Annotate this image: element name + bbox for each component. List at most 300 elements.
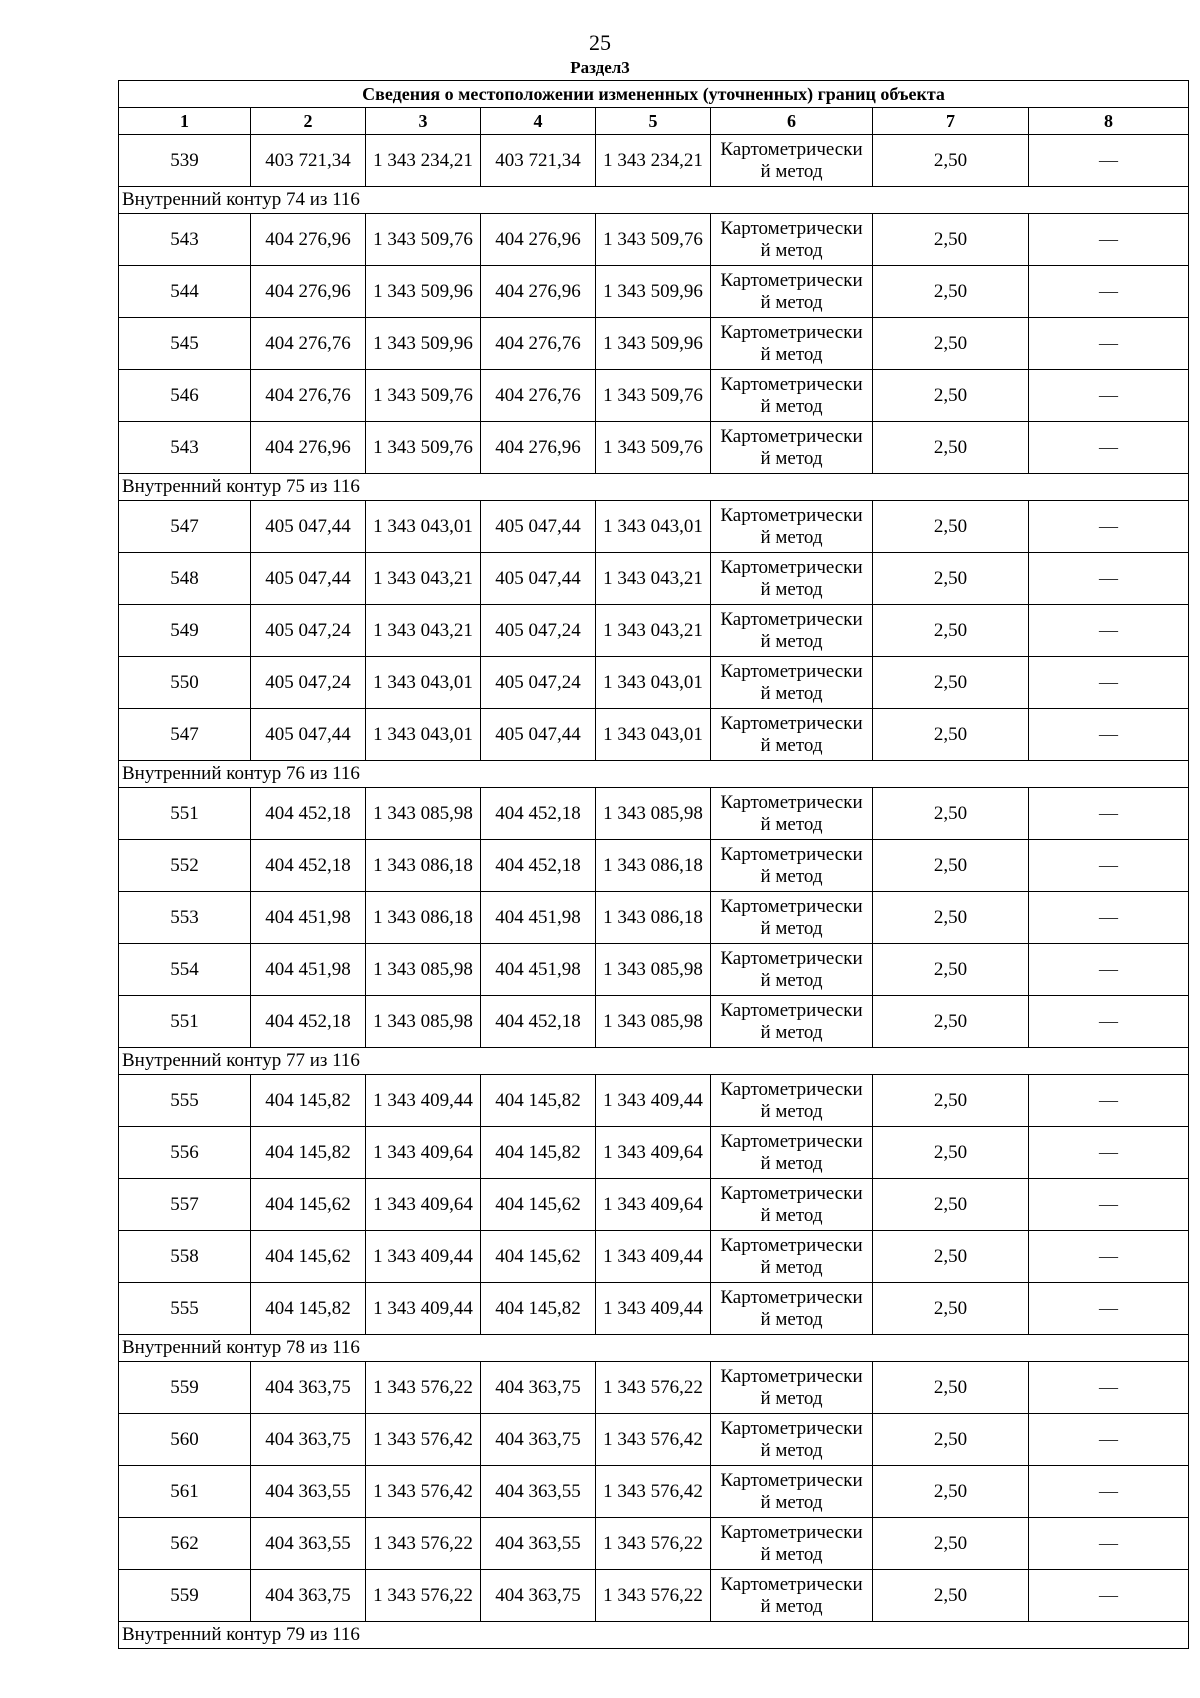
dash-cell: — (1029, 840, 1189, 892)
y-new-cell: 1 343 509,76 (596, 214, 711, 266)
precision-cell: 2,50 (873, 709, 1029, 761)
dash-cell: — (1029, 944, 1189, 996)
y-new-cell: 1 343 576,42 (596, 1414, 711, 1466)
dash-cell: — (1029, 1179, 1189, 1231)
precision-cell: 2,50 (873, 1362, 1029, 1414)
method-line-2: й метод (760, 239, 823, 261)
method-line-1: Картометрически (720, 1078, 863, 1100)
table-row (119, 266, 1189, 318)
x-existing-cell: 405 047,44 (251, 501, 366, 553)
contour-row (119, 187, 1189, 214)
point-number-cell: 559 (119, 1362, 251, 1414)
method-line-1: Картометрически (720, 138, 863, 160)
point-number-cell: 550 (119, 657, 251, 709)
method-cell (711, 605, 873, 657)
method-cell (711, 318, 873, 370)
contour-label: Внутренний контур 75 из 116 (119, 474, 1189, 501)
x-existing-cell: 404 276,76 (251, 318, 366, 370)
y-new-cell: 1 343 576,22 (596, 1570, 711, 1622)
y-existing-cell: 1 343 409,64 (366, 1127, 481, 1179)
precision-cell: 2,50 (873, 1518, 1029, 1570)
table-row (119, 318, 1189, 370)
x-new-cell: 404 276,96 (481, 214, 596, 266)
x-existing-cell: 404 452,18 (251, 840, 366, 892)
method-line-2: й метод (760, 343, 823, 365)
x-existing-cell: 404 145,82 (251, 1127, 366, 1179)
x-new-cell: 404 276,76 (481, 370, 596, 422)
y-new-cell: 1 343 043,21 (596, 553, 711, 605)
y-existing-cell: 1 343 085,98 (366, 944, 481, 996)
precision-cell: 2,50 (873, 657, 1029, 709)
method-line-1: Картометрически (720, 556, 863, 578)
x-new-cell: 404 363,75 (481, 1414, 596, 1466)
table-row (119, 944, 1189, 996)
method-line-2: й метод (760, 447, 823, 469)
x-new-cell: 403 721,34 (481, 135, 596, 187)
y-new-cell: 1 343 409,64 (596, 1127, 711, 1179)
y-new-cell: 1 343 509,76 (596, 370, 711, 422)
dash-cell: — (1029, 892, 1189, 944)
table-row (119, 1127, 1189, 1179)
method-line-1: Картометрически (720, 712, 863, 734)
y-new-cell: 1 343 509,96 (596, 318, 711, 370)
method-line-2: й метод (760, 1387, 823, 1409)
method-cell (711, 892, 873, 944)
y-existing-cell: 1 343 509,96 (366, 318, 481, 370)
contour-label: Внутренний контур 78 из 116 (119, 1335, 1189, 1362)
x-new-cell: 404 145,82 (481, 1283, 596, 1335)
x-new-cell: 404 363,75 (481, 1570, 596, 1622)
precision-cell: 2,50 (873, 605, 1029, 657)
method-line-2: й метод (760, 865, 823, 887)
method-line-1: Картометрически (720, 1182, 863, 1204)
x-existing-cell: 404 363,75 (251, 1414, 366, 1466)
contour-label: Внутренний контур 79 из 116 (119, 1622, 1189, 1649)
precision-cell: 2,50 (873, 1570, 1029, 1622)
column-header: 8 (1029, 108, 1189, 135)
method-line-1: Картометрически (720, 999, 863, 1021)
dash-cell: — (1029, 553, 1189, 605)
x-new-cell: 404 452,18 (481, 788, 596, 840)
precision-cell: 2,50 (873, 422, 1029, 474)
y-existing-cell: 1 343 043,01 (366, 657, 481, 709)
x-new-cell: 404 452,18 (481, 996, 596, 1048)
precision-cell: 2,50 (873, 1283, 1029, 1335)
method-cell (711, 1414, 873, 1466)
point-number-cell: 547 (119, 501, 251, 553)
method-line-2: й метод (760, 630, 823, 652)
x-existing-cell: 404 145,62 (251, 1231, 366, 1283)
method-cell (711, 422, 873, 474)
y-existing-cell: 1 343 576,22 (366, 1362, 481, 1414)
column-header-row (119, 108, 1189, 135)
table-row (119, 605, 1189, 657)
point-number-cell: 551 (119, 788, 251, 840)
precision-cell: 2,50 (873, 135, 1029, 187)
dash-cell: — (1029, 709, 1189, 761)
x-existing-cell: 404 363,55 (251, 1466, 366, 1518)
x-existing-cell: 404 145,62 (251, 1179, 366, 1231)
method-line-1: Картометрически (720, 791, 863, 813)
dash-cell: — (1029, 1466, 1189, 1518)
table-row (119, 840, 1189, 892)
method-line-1: Картометрически (720, 1521, 863, 1543)
x-new-cell: 404 363,55 (481, 1466, 596, 1518)
x-new-cell: 404 452,18 (481, 840, 596, 892)
column-header: 7 (873, 108, 1029, 135)
y-new-cell: 1 343 576,42 (596, 1466, 711, 1518)
y-existing-cell: 1 343 409,64 (366, 1179, 481, 1231)
method-cell (711, 501, 873, 553)
method-cell (711, 266, 873, 318)
method-line-1: Картометрически (720, 1573, 863, 1595)
method-line-1: Картометрически (720, 504, 863, 526)
y-existing-cell: 1 343 043,21 (366, 605, 481, 657)
method-line-1: Картометрически (720, 269, 863, 291)
method-cell (711, 1127, 873, 1179)
dash-cell: — (1029, 1075, 1189, 1127)
x-new-cell: 404 363,75 (481, 1362, 596, 1414)
y-existing-cell: 1 343 509,76 (366, 370, 481, 422)
table-row (119, 1283, 1189, 1335)
table-row (119, 422, 1189, 474)
x-existing-cell: 405 047,24 (251, 657, 366, 709)
precision-cell: 2,50 (873, 944, 1029, 996)
x-new-cell: 404 451,98 (481, 944, 596, 996)
dash-cell: — (1029, 318, 1189, 370)
precision-cell: 2,50 (873, 1127, 1029, 1179)
method-line-2: й метод (760, 291, 823, 313)
point-number-cell: 557 (119, 1179, 251, 1231)
y-existing-cell: 1 343 086,18 (366, 892, 481, 944)
precision-cell: 2,50 (873, 1231, 1029, 1283)
method-cell (711, 840, 873, 892)
dash-cell: — (1029, 135, 1189, 187)
x-new-cell: 404 145,82 (481, 1075, 596, 1127)
y-new-cell: 1 343 509,76 (596, 422, 711, 474)
point-number-cell: 549 (119, 605, 251, 657)
method-line-1: Картометрически (720, 1130, 863, 1152)
method-cell (711, 1231, 873, 1283)
contour-row (119, 1335, 1189, 1362)
point-number-cell: 544 (119, 266, 251, 318)
table-row (119, 788, 1189, 840)
method-line-2: й метод (760, 1543, 823, 1565)
y-existing-cell: 1 343 576,22 (366, 1518, 481, 1570)
method-line-2: й метод (760, 1491, 823, 1513)
point-number-cell: 562 (119, 1518, 251, 1570)
dash-cell: — (1029, 370, 1189, 422)
y-existing-cell: 1 343 043,01 (366, 501, 481, 553)
table-row (119, 1466, 1189, 1518)
x-existing-cell: 404 452,18 (251, 788, 366, 840)
precision-cell: 2,50 (873, 318, 1029, 370)
x-new-cell: 404 451,98 (481, 892, 596, 944)
point-number-cell: 560 (119, 1414, 251, 1466)
method-line-2: й метод (760, 526, 823, 548)
point-number-cell: 554 (119, 944, 251, 996)
method-cell (711, 370, 873, 422)
y-new-cell: 1 343 409,44 (596, 1075, 711, 1127)
dash-cell: — (1029, 1414, 1189, 1466)
method-line-2: й метод (760, 1308, 823, 1330)
table-row (119, 1414, 1189, 1466)
x-new-cell: 405 047,44 (481, 709, 596, 761)
precision-cell: 2,50 (873, 214, 1029, 266)
x-new-cell: 404 363,55 (481, 1518, 596, 1570)
x-new-cell: 404 276,76 (481, 318, 596, 370)
point-number-cell: 559 (119, 1570, 251, 1622)
dash-cell: — (1029, 1570, 1189, 1622)
dash-cell: — (1029, 1518, 1189, 1570)
column-header: 5 (596, 108, 711, 135)
dash-cell: — (1029, 1283, 1189, 1335)
method-line-2: й метод (760, 1152, 823, 1174)
table-row (119, 709, 1189, 761)
table-title-row (119, 81, 1189, 108)
x-existing-cell: 405 047,44 (251, 709, 366, 761)
column-header: 4 (481, 108, 596, 135)
method-line-2: й метод (760, 813, 823, 835)
method-line-1: Картометрически (720, 1286, 863, 1308)
method-cell (711, 214, 873, 266)
method-line-1: Картометрически (720, 660, 863, 682)
point-number-cell: 558 (119, 1231, 251, 1283)
method-line-2: й метод (760, 917, 823, 939)
x-new-cell: 404 276,96 (481, 266, 596, 318)
x-existing-cell: 405 047,24 (251, 605, 366, 657)
point-number-cell: 545 (119, 318, 251, 370)
method-line-1: Картометрически (720, 373, 863, 395)
point-number-cell: 548 (119, 553, 251, 605)
method-line-2: й метод (760, 682, 823, 704)
table-row (119, 1362, 1189, 1414)
y-existing-cell: 1 343 234,21 (366, 135, 481, 187)
column-header: 3 (366, 108, 481, 135)
x-new-cell: 404 145,62 (481, 1231, 596, 1283)
point-number-cell: 547 (119, 709, 251, 761)
x-existing-cell: 405 047,44 (251, 553, 366, 605)
contour-row (119, 1622, 1189, 1649)
method-line-2: й метод (760, 160, 823, 182)
x-existing-cell: 404 276,96 (251, 214, 366, 266)
y-existing-cell: 1 343 085,98 (366, 788, 481, 840)
y-new-cell: 1 343 085,98 (596, 788, 711, 840)
y-new-cell: 1 343 409,64 (596, 1179, 711, 1231)
y-existing-cell: 1 343 086,18 (366, 840, 481, 892)
y-existing-cell: 1 343 576,42 (366, 1466, 481, 1518)
method-cell (711, 135, 873, 187)
method-cell (711, 944, 873, 996)
x-existing-cell: 404 363,55 (251, 1518, 366, 1570)
precision-cell: 2,50 (873, 1414, 1029, 1466)
method-cell (711, 1518, 873, 1570)
table-row (119, 892, 1189, 944)
point-number-cell: 539 (119, 135, 251, 187)
point-number-cell: 561 (119, 1466, 251, 1518)
precision-cell: 2,50 (873, 266, 1029, 318)
method-line-2: й метод (760, 734, 823, 756)
method-line-2: й метод (760, 578, 823, 600)
y-new-cell: 1 343 086,18 (596, 840, 711, 892)
table-title: Сведения о местоположении измененных (уточненных) границ объекта (119, 81, 1189, 108)
x-new-cell: 405 047,24 (481, 657, 596, 709)
dash-cell: — (1029, 788, 1189, 840)
dash-cell: — (1029, 501, 1189, 553)
contour-row (119, 761, 1189, 788)
method-line-2: й метод (760, 1021, 823, 1043)
column-header: 1 (119, 108, 251, 135)
x-existing-cell: 404 276,96 (251, 422, 366, 474)
point-number-cell: 551 (119, 996, 251, 1048)
method-line-2: й метод (760, 395, 823, 417)
method-line-2: й метод (760, 1204, 823, 1226)
table-row (119, 1518, 1189, 1570)
precision-cell: 2,50 (873, 840, 1029, 892)
x-new-cell: 404 276,96 (481, 422, 596, 474)
y-new-cell: 1 343 043,01 (596, 501, 711, 553)
contour-row (119, 1048, 1189, 1075)
dash-cell: — (1029, 214, 1189, 266)
table-row (119, 1231, 1189, 1283)
point-number-cell: 555 (119, 1075, 251, 1127)
method-line-2: й метод (760, 1595, 823, 1617)
contour-label: Внутренний контур 77 из 116 (119, 1048, 1189, 1075)
x-existing-cell: 404 145,82 (251, 1075, 366, 1127)
y-existing-cell: 1 343 409,44 (366, 1283, 481, 1335)
column-header: 6 (711, 108, 873, 135)
page-number: 25 (589, 30, 611, 55)
y-existing-cell: 1 343 043,01 (366, 709, 481, 761)
table-body (119, 81, 1189, 1649)
precision-cell: 2,50 (873, 1075, 1029, 1127)
y-new-cell: 1 343 043,01 (596, 709, 711, 761)
table-row (119, 553, 1189, 605)
x-existing-cell: 404 276,96 (251, 266, 366, 318)
y-existing-cell: 1 343 509,76 (366, 214, 481, 266)
precision-cell: 2,50 (873, 1179, 1029, 1231)
method-cell (711, 1075, 873, 1127)
method-line-1: Картометрически (720, 1417, 863, 1439)
table-row (119, 370, 1189, 422)
method-line-1: Картометрически (720, 895, 863, 917)
y-existing-cell: 1 343 085,98 (366, 996, 481, 1048)
precision-cell: 2,50 (873, 892, 1029, 944)
x-existing-cell: 403 721,34 (251, 135, 366, 187)
precision-cell: 2,50 (873, 788, 1029, 840)
point-number-cell: 553 (119, 892, 251, 944)
y-new-cell: 1 343 086,18 (596, 892, 711, 944)
method-line-1: Картометрически (720, 1365, 863, 1387)
y-existing-cell: 1 343 043,21 (366, 553, 481, 605)
method-line-2: й метод (760, 1439, 823, 1461)
precision-cell: 2,50 (873, 996, 1029, 1048)
y-existing-cell: 1 343 409,44 (366, 1075, 481, 1127)
x-new-cell: 405 047,44 (481, 501, 596, 553)
precision-cell: 2,50 (873, 370, 1029, 422)
method-line-1: Картометрически (720, 217, 863, 239)
method-cell (711, 657, 873, 709)
point-number-cell: 543 (119, 214, 251, 266)
dash-cell: — (1029, 266, 1189, 318)
y-existing-cell: 1 343 409,44 (366, 1231, 481, 1283)
method-cell (711, 1466, 873, 1518)
dash-cell: — (1029, 1231, 1189, 1283)
precision-cell: 2,50 (873, 553, 1029, 605)
point-number-cell: 546 (119, 370, 251, 422)
method-line-2: й метод (760, 1256, 823, 1278)
dash-cell: — (1029, 1127, 1189, 1179)
table-row (119, 996, 1189, 1048)
method-cell (711, 1179, 873, 1231)
dash-cell: — (1029, 996, 1189, 1048)
x-existing-cell: 404 363,75 (251, 1570, 366, 1622)
precision-cell: 2,50 (873, 501, 1029, 553)
y-new-cell: 1 343 043,01 (596, 657, 711, 709)
dash-cell: — (1029, 1362, 1189, 1414)
table-row (119, 214, 1189, 266)
section-label: Раздел3 (570, 58, 630, 77)
method-cell (711, 996, 873, 1048)
point-number-cell: 543 (119, 422, 251, 474)
y-new-cell: 1 343 043,21 (596, 605, 711, 657)
method-cell (711, 788, 873, 840)
method-line-1: Картометрически (720, 321, 863, 343)
method-cell (711, 1283, 873, 1335)
x-existing-cell: 404 145,82 (251, 1283, 366, 1335)
method-line-1: Картометрически (720, 425, 863, 447)
method-line-2: й метод (760, 1100, 823, 1122)
method-line-1: Картометрически (720, 843, 863, 865)
contour-label: Внутренний контур 76 из 116 (119, 761, 1189, 788)
y-existing-cell: 1 343 509,76 (366, 422, 481, 474)
point-number-cell: 552 (119, 840, 251, 892)
method-line-2: й метод (760, 969, 823, 991)
y-new-cell: 1 343 576,22 (596, 1518, 711, 1570)
table-row (119, 135, 1189, 187)
x-existing-cell: 404 363,75 (251, 1362, 366, 1414)
method-cell (711, 553, 873, 605)
method-line-1: Картометрически (720, 947, 863, 969)
y-existing-cell: 1 343 576,22 (366, 1570, 481, 1622)
x-existing-cell: 404 276,76 (251, 370, 366, 422)
method-line-1: Картометрически (720, 1234, 863, 1256)
table-row (119, 1570, 1189, 1622)
x-new-cell: 404 145,62 (481, 1179, 596, 1231)
contour-label: Внутренний контур 74 из 116 (119, 187, 1189, 214)
y-new-cell: 1 343 509,96 (596, 266, 711, 318)
x-existing-cell: 404 451,98 (251, 944, 366, 996)
column-header: 2 (251, 108, 366, 135)
y-new-cell: 1 343 576,22 (596, 1362, 711, 1414)
table-row (119, 1179, 1189, 1231)
point-number-cell: 555 (119, 1283, 251, 1335)
table-row (119, 1075, 1189, 1127)
x-new-cell: 405 047,24 (481, 605, 596, 657)
x-new-cell: 405 047,44 (481, 553, 596, 605)
table-row (119, 657, 1189, 709)
y-new-cell: 1 343 085,98 (596, 944, 711, 996)
x-existing-cell: 404 451,98 (251, 892, 366, 944)
method-line-1: Картометрически (720, 1469, 863, 1491)
y-new-cell: 1 343 234,21 (596, 135, 711, 187)
x-new-cell: 404 145,82 (481, 1127, 596, 1179)
y-new-cell: 1 343 409,44 (596, 1283, 711, 1335)
table-row (119, 501, 1189, 553)
y-new-cell: 1 343 409,44 (596, 1231, 711, 1283)
boundary-coordinates-table (118, 80, 1189, 1649)
dash-cell: — (1029, 657, 1189, 709)
